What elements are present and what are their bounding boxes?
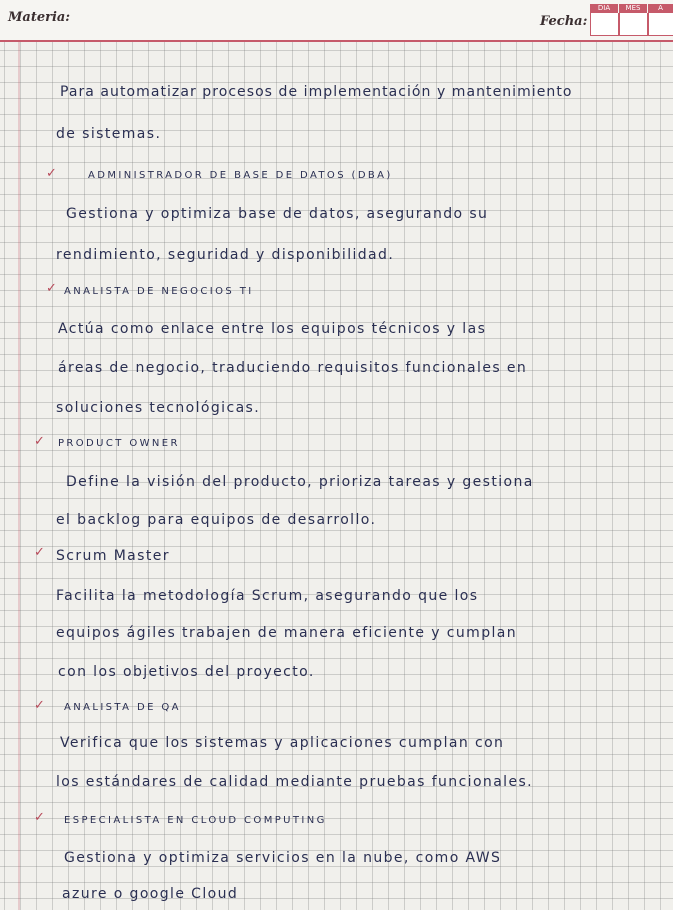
qa-desc-line-2: los estándares de calidad mediante pruebas funcionales. [56,774,534,790]
materia-label: Materia: [8,10,71,25]
day-cell [590,13,619,36]
analyst-desc-line-3: soluciones tecnológicas. [56,400,261,416]
date-boxes [590,0,673,38]
page-margin-line [18,42,20,910]
qa-desc-line-1: Verifica que los sistemas y aplicaciones cumplan con [60,735,505,751]
role-title-business-analyst: ANALISTA DE NEGOCIOS TI [64,286,254,297]
year-cell [648,13,673,36]
sm-desc-line-3: con los objetivos del proyecto. [58,664,315,680]
intro-line-2: de sistemas. [56,126,162,142]
check-icon: ✓ [34,698,45,713]
cloud-desc-line-2: azure o google Cloud [62,886,239,902]
role-title-cloud-specialist: ESPECIALISTA EN CLOUD COMPUTING [64,815,327,826]
sm-desc-line-1: Facilita la metodología Scrum, asegurando que los [56,588,479,604]
role-title-scrum-master: Scrum Master [56,548,170,564]
check-icon: ✓ [46,166,57,181]
check-icon: ✓ [34,545,45,560]
check-icon: ✓ [34,434,45,449]
analyst-desc-line-2: áreas de negocio, traduciendo requisitos funcionales en [58,360,528,376]
fecha-label: Fecha: [540,14,588,29]
analyst-desc-line-1: Actúa como enlace entre los equipos técnicos y las [58,321,487,337]
page-header [0,0,673,42]
role-title-product-owner: PRODUCT OWNER [58,438,180,449]
sm-desc-line-2: equipos ágiles trabajen de manera eficiente y cumplan [56,625,518,641]
dba-desc-line-1: Gestiona y optimiza base de datos, asegurando su [66,206,489,222]
po-desc-line-2: el backlog para equipos de desarrollo. [56,512,377,528]
dba-desc-line-2: rendimiento, seguridad y disponibilidad. [56,247,395,263]
year-header: A [648,4,673,13]
check-icon: ✓ [46,281,57,296]
check-icon: ✓ [34,810,45,825]
cloud-desc-line-1: Gestiona y optimiza servicios en la nube, como AWS [64,850,502,866]
month-header: MES [619,4,647,13]
intro-line-1: Para automatizar procesos de implementación y mantenimiento [60,84,573,100]
role-title-qa-analyst: ANALISTA DE QA [64,702,181,713]
po-desc-line-1: Define la visión del producto, prioriza tareas y gestiona [66,474,534,490]
day-header: DIA [590,4,618,13]
role-title-dba: ADMINISTRADOR DE BASE DE DATOS (DBA) [88,170,393,181]
month-cell [619,13,648,36]
